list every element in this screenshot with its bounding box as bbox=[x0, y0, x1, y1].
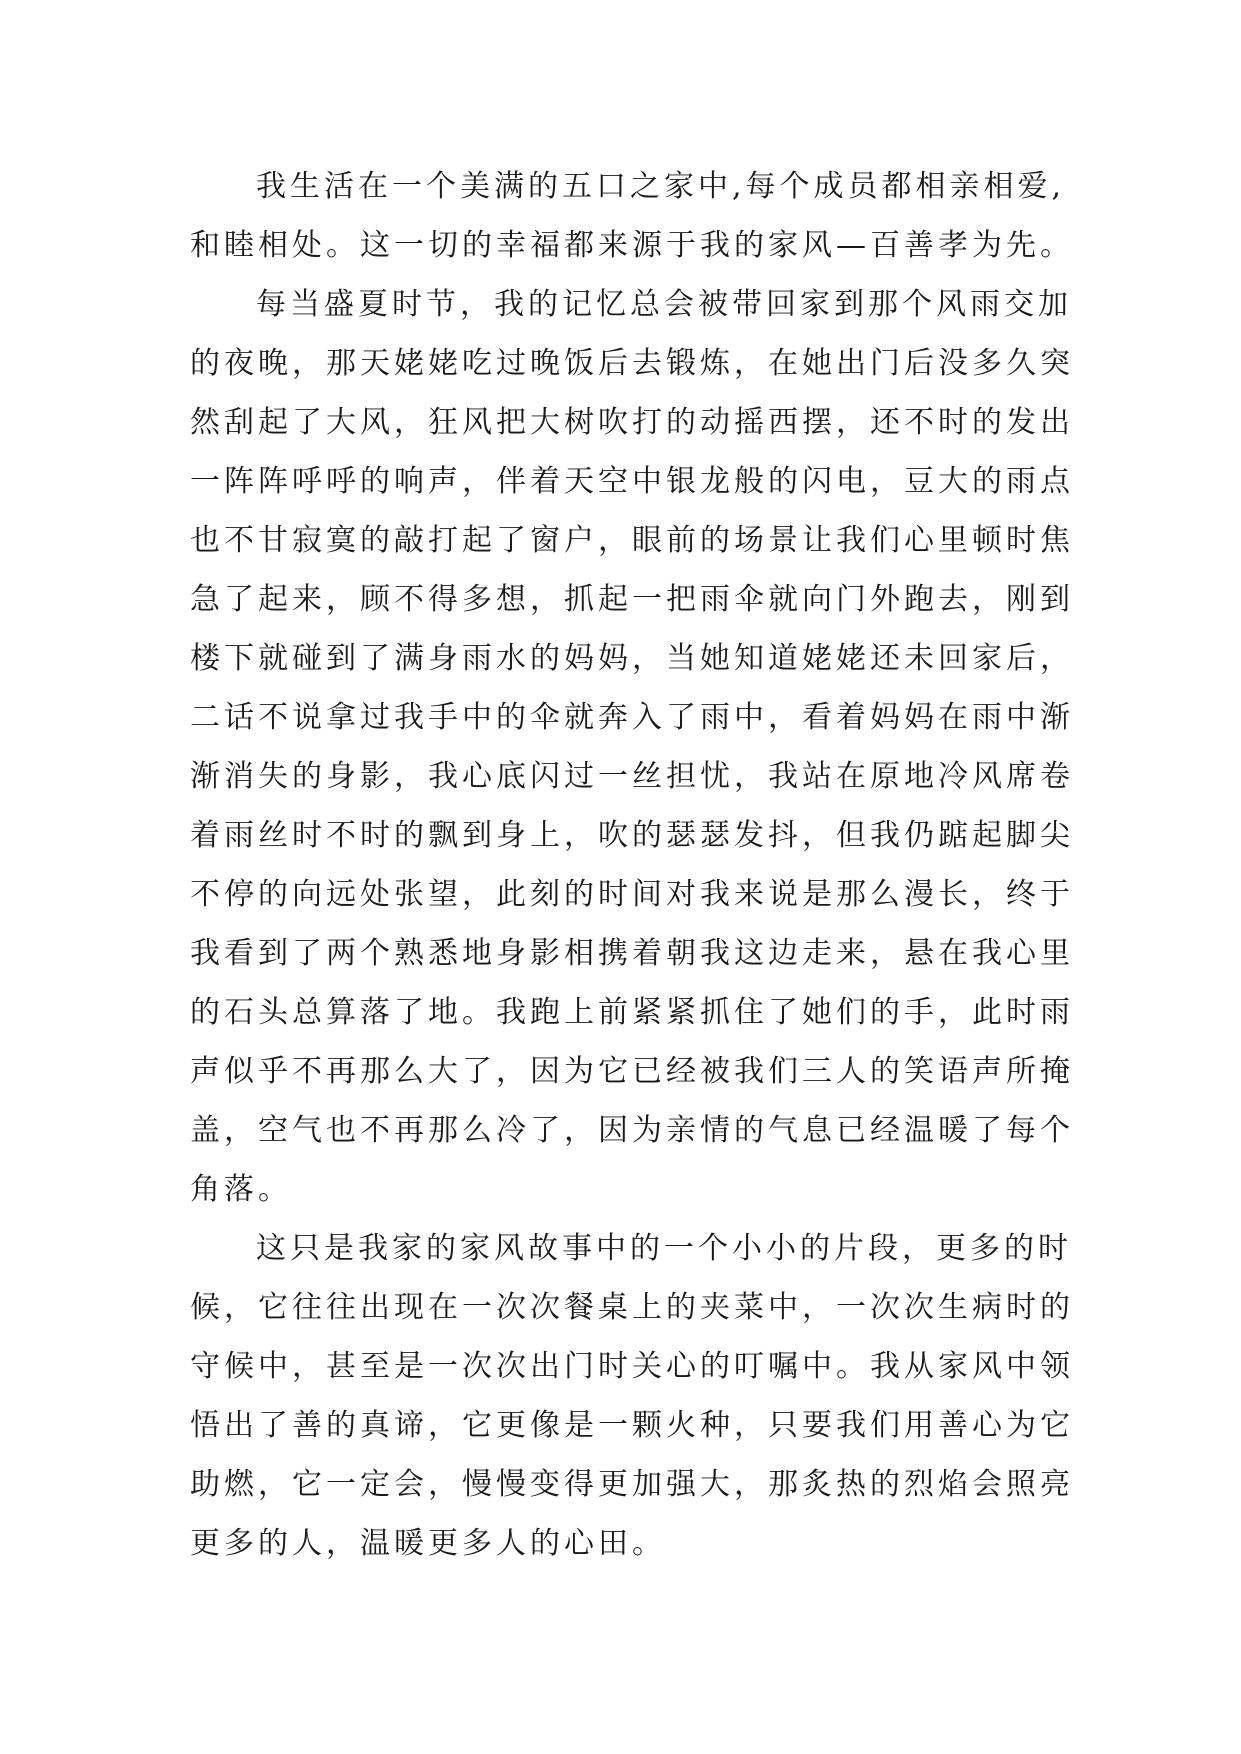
text-line: 悟出了善的真谛，它更像是一颗火种，只要我们用善心为它 bbox=[190, 1408, 1074, 1443]
text-line: 也不甘寂寞的敲打起了窗户，眼前的场景让我们心里顿时焦 bbox=[190, 523, 1074, 558]
text-line: 的夜晚，那天姥姥吃过晚饭后去锻炼，在她出门后没多久突 bbox=[190, 346, 1074, 381]
text-line: 一阵阵呼呼的响声，伴着天空中银龙般的闪电，豆大的雨点 bbox=[190, 464, 1074, 499]
paragraph-1 bbox=[190, 157, 1074, 275]
text-line: 急了起来，顾不得多想，抓起一把雨伞就向门外跑去，刚到 bbox=[190, 582, 1074, 617]
text-line: 这只是我家的家风故事中的一个小小的片段，更多的时 bbox=[256, 1231, 1072, 1266]
paragraph-3 bbox=[190, 1219, 1074, 1573]
paragraph-2 bbox=[190, 275, 1074, 1219]
text-line: 渐消失的身影，我心底闪过一丝担忧，我站在原地冷风席卷 bbox=[190, 759, 1074, 794]
text-line: 的石头总算落了地。我跑上前紧紧抓住了她们的手，此时雨 bbox=[190, 995, 1074, 1030]
text-line: 和睦相处。这一切的幸福都来源于我的家风—百善孝为先。 bbox=[190, 228, 1074, 263]
text-line: 助燃，它一定会，慢慢变得更加强大，那炙热的烈焰会照亮 bbox=[190, 1467, 1074, 1502]
essay-body bbox=[190, 157, 1074, 1573]
text-line: 候，它往往出现在一次次餐桌上的夹菜中，一次次生病时的 bbox=[190, 1290, 1074, 1325]
text-line: 不停的向远处张望，此刻的时间对我来说是那么漫长，终于 bbox=[190, 877, 1074, 912]
text-line: 二话不说拿过我手中的伞就奔入了雨中，看着妈妈在雨中渐 bbox=[190, 700, 1074, 735]
text-line: 楼下就碰到了满身雨水的妈妈，当她知道姥姥还未回家后， bbox=[190, 641, 1074, 676]
text-line: 我看到了两个熟悉地身影相携着朝我这边走来，悬在我心里 bbox=[190, 936, 1074, 971]
text-line: 着雨丝时不时的飘到身上，吹的瑟瑟发抖，但我仍踮起脚尖 bbox=[190, 818, 1074, 853]
text-line: 声似乎不再那么大了，因为它已经被我们三人的笑语声所掩 bbox=[190, 1054, 1074, 1089]
text-line: 盖，空气也不再那么冷了，因为亲情的气息已经温暖了每个 bbox=[190, 1113, 1074, 1148]
text-line: 更多的人，温暖更多人的心田。 bbox=[190, 1526, 666, 1561]
text-line: 守候中，甚至是一次次出门时关心的叮嘱中。我从家风中领 bbox=[190, 1349, 1074, 1384]
text-line: 我生活在一个美满的五口之家中,每个成员都相亲相爱, bbox=[256, 169, 1066, 204]
text-line: 然刮起了大风，狂风把大树吹打的动摇西摆，还不时的发出 bbox=[190, 405, 1074, 440]
text-line: 每当盛夏时节，我的记忆总会被带回家到那个风雨交加 bbox=[256, 287, 1072, 322]
text-line: 角落。 bbox=[190, 1172, 292, 1207]
